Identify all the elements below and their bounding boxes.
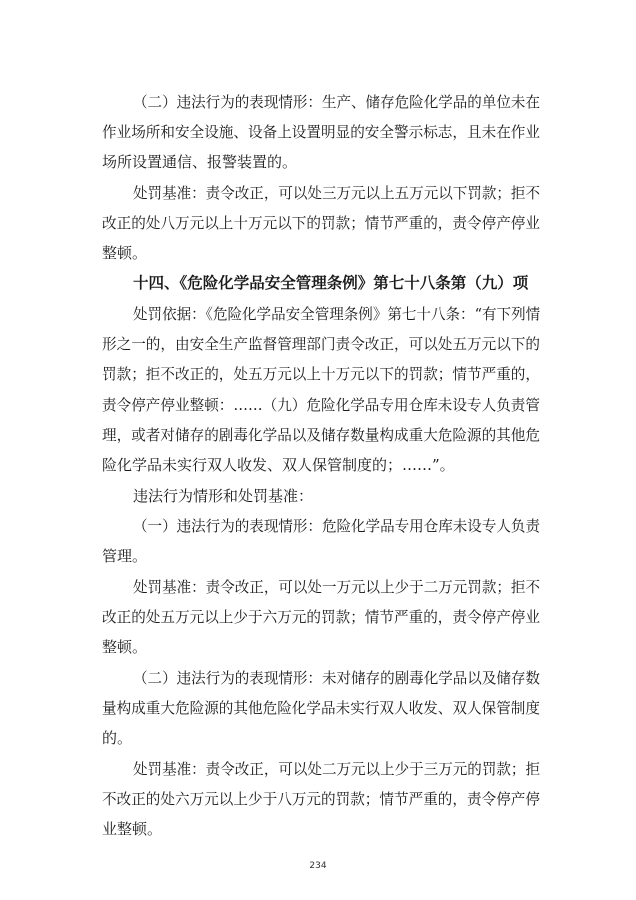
page-number: 234 [309, 861, 327, 871]
paragraph-line: 整顿。 [102, 244, 148, 262]
paragraph-line: （二）违法行为的表现情形：未对储存的剧毒化学品以及储存数 [133, 669, 540, 687]
paragraph-line: 业整顿。 [102, 820, 163, 838]
paragraph-line: （二）违法行为的表现情形：生产、储存危险化学品的单位未在 [133, 93, 540, 111]
paragraph-line: 形之一的，由安全生产监督管理部门责令改正，可以处五万元以下的 [102, 335, 541, 353]
paragraph-line: 改正的处五万元以上少于六万元的罚款；情节严重的，责令停产停业 [102, 608, 541, 626]
paragraph-line: 处罚基准：责令改正，可以处一万元以上少于二万元罚款；拒不 [133, 578, 540, 596]
paragraph-line: 不改正的处六万元以上少于八万元的罚款；情节严重的，责令停产停 [102, 790, 541, 808]
paragraph-line: 的。 [102, 729, 133, 747]
paragraph-line: 作业场所和安全设施、设备上设置明显的安全警示标志，且未在作业 [102, 123, 541, 141]
paragraph-line: 改正的处八万元以上十万元以下的罚款；情节严重的，责令停产停业 [102, 214, 541, 232]
paragraph-line: 处罚基准：责令改正，可以处二万元以上少于三万元的罚款；拒 [133, 760, 540, 778]
paragraph-line: 责令停产停业整顿：……（九）危险化学品专用仓库未设专人负责管 [102, 396, 541, 414]
paragraph-line: 处罚依据：《危险化学品安全管理条例》第七十八条：“有下列情 [133, 305, 541, 323]
paragraph-line: 违法行为情形和处罚基准： [133, 487, 314, 505]
paragraph-line: 险化学品未实行双人收发、双人保管制度的；……”。 [102, 456, 455, 474]
paragraph-line: 理，或者对储存的剧毒化学品以及储存数量构成重大危险源的其他危 [102, 426, 541, 444]
paragraph-line: 场所设置通信、报警装置的。 [102, 153, 298, 171]
paragraph-line: 整顿。 [102, 638, 148, 656]
section-heading: 十四、《危险化学品安全管理条例》第七十八条第（九）项 [133, 274, 529, 292]
paragraph-line: （一）违法行为的表现情形：危险化学品专用仓库未设专人负责 [133, 517, 540, 535]
paragraph-line: 管理。 [102, 547, 148, 565]
paragraph-line: 量构成重大危险源的其他危险化学品未实行双人收发、双人保管制度 [102, 699, 541, 717]
paragraph-line: 处罚基准：责令改正，可以处三万元以上五万元以下罚款；拒不 [133, 184, 540, 202]
paragraph-line: 罚款；拒不改正的，处五万元以上十万元以下的罚款；情节严重的， [102, 365, 541, 383]
